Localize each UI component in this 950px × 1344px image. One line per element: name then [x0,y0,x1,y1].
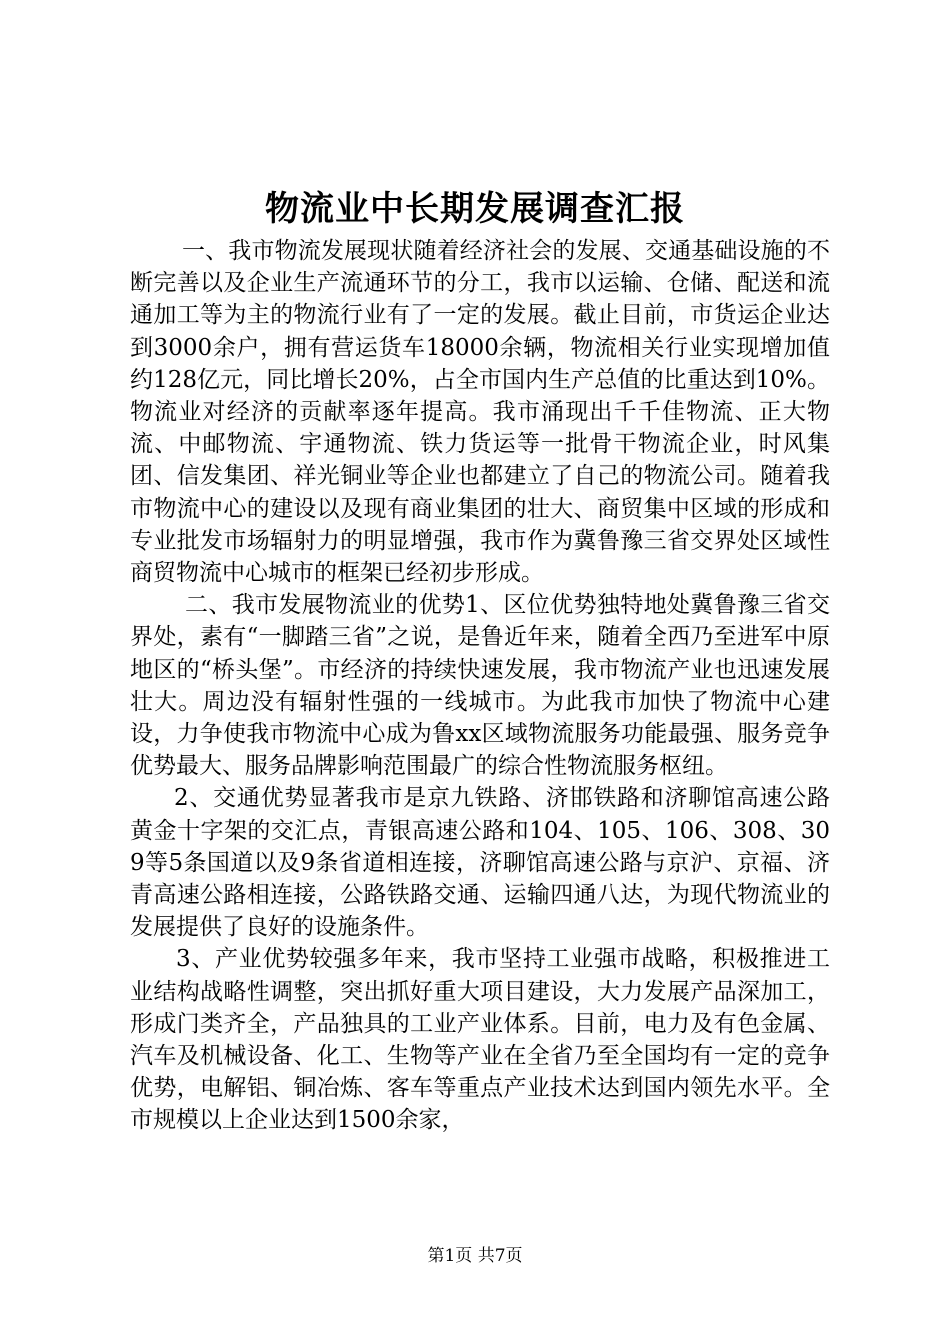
paragraph-advantages-industry: 3、产业优势较强多年来，我市坚持工业强市战略，积极推进工业结构战略性调整，突出抓好重大项目建设，大力发展产品深加工，形成门类齐全，产品独具的工业产业体系。目前，电力及有色金属、汽车及机械设备、化工、生物等产业在全省乃至全国均有一定的竞争优势，电解铝、铜冶炼、客车等重点产业技术达到国内领先水平。全市规模以上企业达到1500余家， [130,946,830,1134]
paragraph-advantages-location: 二、我市发展物流业的优势1、区位优势独特地处冀鲁豫三省交界处，素有“一脚踏三省”之说，是鲁近年来，随着全西乃至进军中原地区的“桥头堡”。市经济的持续快速发展，我市物流产业也迅速发展壮大。周边没有辐射性强的一线城市。为此我市加快了物流中心建设，力争使我市物流中心成为鲁xx区域物流服务功能最强、服务竞争优势最大、服务品牌影响范围最广的综合性物流服务枢纽。 [130,592,830,780]
paragraph-advantages-transport: 2、交通优势显著我市是京九铁路、济邯铁路和济聊馆高速公路黄金十字架的交汇点，青银高速公路和104、105、106、308、309等5条国道以及9条省道相连接，济聊馆高速公路与京沪、京福、济青高速公路相连接，公路铁路交通、运输四通八达，为现代物流业的发展提供了良好的设施条件。 [130,785,830,941]
page-number-footer: 第1页 共7页 [427,1246,523,1266]
document-title: 物流业中长期发展调查汇报 [265,189,685,229]
document-body [130,235,830,1137]
paragraph-current-status: 一、我市物流发展现状随着经济社会的发展、交通基础设施的不断完善以及企业生产流通环节的分工，我市以运输、仓储、配送和流通加工等为主的物流行业有了一定的发展。截止目前，市货运企业达到3000余户，拥有营运货车18000余辆，物流相关行业实现增加值约128亿元，同比增长20%，占全市国内生产总值的比重达到10%。物流业对经济的贡献率逐年提高。我市涌现出千千佳物流、正大物流、中邮物流、宇通物流、铁力货运等一批骨干物流企业，时风集团、信发集团、祥光铜业等企业也都建立了自己的物流公司。随着我市物流中心的建设以及现有商业集团的壮大、商贸集中区域的形成和专业批发市场辐射力的明显增强，我市作为冀鲁豫三省交界处区域性商贸物流中心城市的框架已经初步形成。 [130,238,830,587]
